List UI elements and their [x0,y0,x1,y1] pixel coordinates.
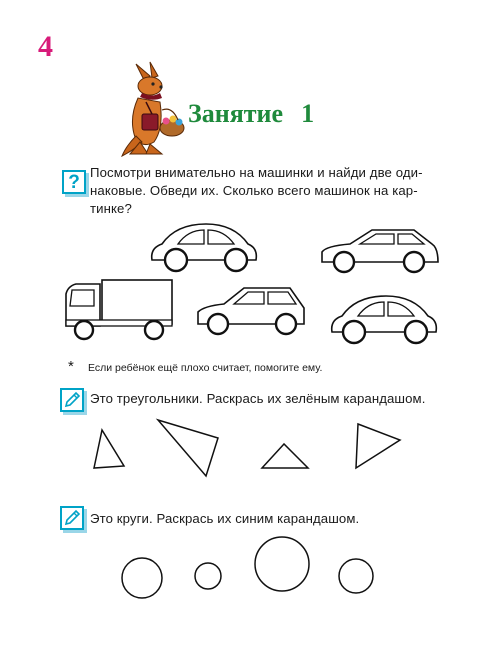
triangles-row [90,416,420,478]
task3-text: Это круги. Раскрась их синим карандашом. [90,511,360,526]
kangaroo-icon [122,62,188,158]
triangle-1 [94,430,124,468]
car-hatchback-top [320,222,440,274]
triangle-3 [262,444,308,468]
triangle-2 [158,420,218,476]
triangle-4 [356,424,400,468]
task1-text [90,164,460,218]
note-text: Если ребёнок ещё плохо считает, помогите ему. [88,362,323,374]
circles-row [110,532,410,608]
circle-1 [122,558,162,598]
page-number: 4 [38,30,53,63]
car-beetle-bottom [328,290,440,346]
car-hatchback-middle [196,282,308,336]
pencil-badge-task3 [60,506,84,530]
car-beetle-top [148,218,260,274]
question-mark-icon: ? [68,171,80,193]
lesson-title-text: Занятие [188,99,284,128]
note-star: * [68,358,74,375]
circle-4 [339,559,373,593]
pencil-badge-task2 [60,388,84,412]
circle-2 [195,563,221,589]
circle-3 [255,537,309,591]
task1-line: наковые. Обведи их. Сколько всего машинок на кар- [90,183,418,198]
task2-text: Это треугольники. Раскрась их зелёным карандашом. [90,391,426,406]
task1-line: тинке? [90,201,132,216]
pencil-icon [63,391,81,409]
lesson-title [188,99,314,129]
lesson-number: 1 [301,99,315,128]
pencil-icon [63,509,81,527]
task1-line: Посмотри внимательно на машинки и найди две оди- [90,165,423,180]
truck [62,276,174,342]
question-badge [62,170,86,194]
